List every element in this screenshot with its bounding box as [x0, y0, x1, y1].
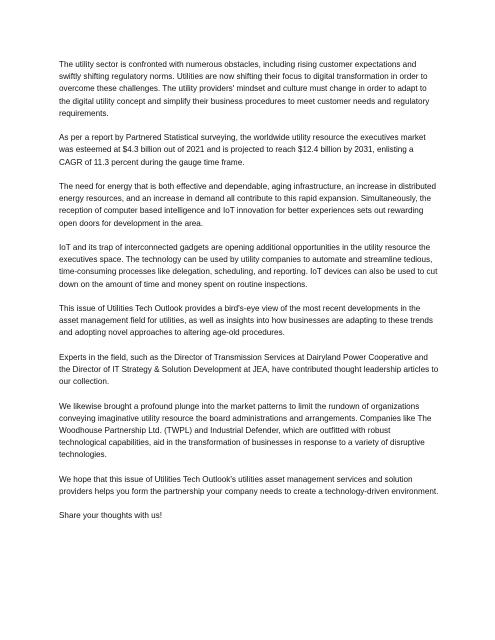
paragraph-closing-hope: We hope that this issue of Utilities Tech Outlook's utilities asset management services and solution providers helps you form the partnership your company needs to create a technology-driven environment.	[59, 474, 439, 496]
paragraph-market-patterns: We likewise brought a profound plunge into the market patterns to limit the rundown of organizations conveying imaginative utility resource the board administrations and arrangements. Companies like The Woodhouse Partnership Ltd. (TWPL) and Industrial Defender, which are outfitted with robust technological capabilities, aid in the transformation of businesses in response to a variety of disruptive technologies.	[59, 401, 432, 460]
paragraph-iot-opportunities: IoT and its trap of interconnected gadgets are opening additional opportunities in the utility resource the executives space. The technology can be used by utility companies to automate and streamline tedious, time-consuming processes like delegation, scheduling, and reporting. IoT devices can also be used to cut down on the amount of time and money spent on routine inspections.	[59, 243, 438, 289]
paragraph-energy-demand: The need for energy that is both effective and dependable, aging infrastructure, an increase in distributed energy resources, and an increase in demand all contribute to this rapid expansion. Simultaneously, the reception of computer based intelligence and IoT innovation for better experiences sets out rewarding open doors for development in the area.	[59, 182, 437, 228]
paragraph-share-thoughts: Share your thoughts with us!	[59, 511, 162, 521]
paragraph-utility-sector-intro: The utility sector is confronted with numerous obstacles, including rising customer expectations and swiftly shifting regulatory norms. Utilities are now shifting their focus to digital transformation in order to overcome these challenges. The utility providers' mindset and culture must change in order to adapt to the digital utility concept and simplify their business procedures to meet customer needs and regulatory requirements.	[59, 60, 430, 118]
paragraph-issue-overview: This issue of Utilities Tech Outlook provides a bird's-eye view of the most recent developments in the asset management field for utilities, as well as insights into how businesses are adapting to these trends and adopting novel approaches to altering age-old procedures.	[59, 304, 433, 338]
document-body	[59, 59, 439, 535]
paragraph-market-report: As per a report by Partnered Statistical surveying, the worldwide utility resource the executives market was esteemed at $4.3 billion out of 2021 and is projected to reach $12.4 billion by 2031, enlisting a CAGR of 11.3 percent during the gauge time frame.	[59, 133, 426, 167]
paragraph-expert-contributors: Experts in the field, such as the Director of Transmission Services at Dairyland Power Cooperative and the Director of IT Strategy & Solution Development at JEA, have contributed thought leadership articles to our collection.	[59, 352, 439, 387]
